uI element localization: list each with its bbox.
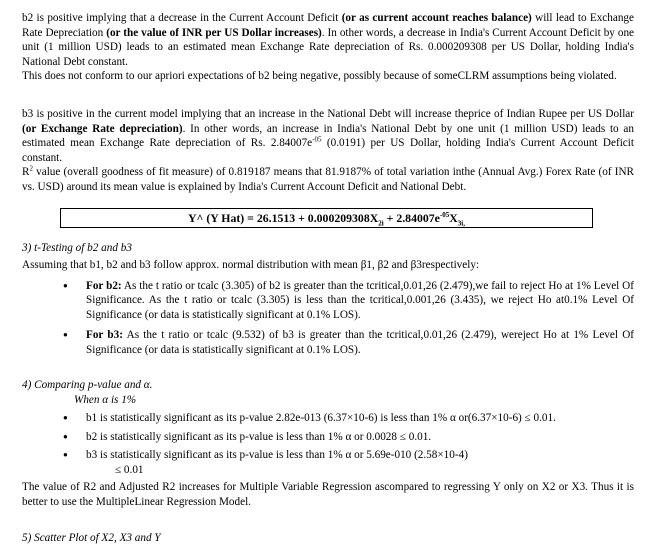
list-item	[22, 328, 634, 357]
b3-text-b: . In other words, an increase in India's National Debt by one unit (1 million USD) leads to an estimated mean Exchange Rate depreciation of Rs. 2.84007e	[22, 122, 634, 150]
equation-x3: X	[449, 211, 458, 225]
b2-bold-1: (or as current account reaches balance)	[341, 12, 532, 24]
b2-text-a: b2 is positive implying that a decrease in the Current Account Deficit	[22, 12, 342, 24]
section3-intro: Assuming that b1, b2 and b3 follow approx. normal distribution with mean β1, β2 and β3respectively:	[22, 259, 480, 271]
r2-sup: 2	[29, 164, 33, 173]
b3-pvalue-tail: ≤ 0.01	[115, 463, 144, 476]
list-item: ● b2 is statistically significant as its p-value is less than 1% α or 0.0028 ≤ 0.01.	[22, 430, 634, 445]
b2-label: For b2:	[86, 279, 122, 292]
b3-label: For b3:	[86, 329, 123, 342]
alpha-condition: When α is 1%	[74, 394, 137, 406]
equation-exponent: -05	[439, 211, 450, 220]
list-item	[22, 279, 634, 323]
equation-sub-2i: 2i	[378, 219, 384, 228]
equation-lhs: Y^ (Y Hat) = 26.1513 + 0.000209308X	[188, 211, 379, 225]
b3-text-c: (0.0191) per US Dollar, holding India's Current Account Deficit constant.	[22, 137, 634, 164]
b2-ttest-text: As the t ratio or tcalc (3.305) of b2 is greater than the tcritical,0.01,26 (2.479),we fail to reject Ho at 1% Level Of Significance. As the t ratio or tcalc (3.305) is less than the tcritical,0.001,26 (3.435), we reject Ho at0.1% Level Of Significance (or data is statistically significant at 0.1% LOS).	[86, 279, 634, 321]
section3-heading: 3) t-Testing of b2 and b3	[22, 242, 132, 254]
section4-heading: 4) Comparing p-value and α.	[22, 379, 153, 391]
b3-exponent: -05	[312, 135, 322, 144]
section3-list	[22, 279, 634, 358]
b3-bold: (or Exchange Rate depreciation)	[22, 122, 183, 135]
r2-symbol: R	[22, 166, 30, 179]
list-item: ● b3 is statistically significant as its p-value is less than 1% α or 5.69e-010 (2.58×10-4)	[22, 448, 634, 463]
section4-list	[22, 411, 634, 463]
b2-apriori: This does not conform to our apriori expectations of b2 being negative, possibly because of someCLRM assumptions being violated.	[22, 70, 617, 83]
equation-mid: + 2.84007e	[383, 211, 440, 225]
b3-paragraph	[22, 107, 634, 165]
section3-body	[22, 258, 634, 358]
regression-equation	[60, 208, 593, 228]
closing-paragraph: The value of R2 and Adjusted R2 increases for Multiple Variable Regression ascompared to regressing Y only on X2 or X3. Thus it is better to use the MultipleLinear Regression Model.	[22, 481, 634, 508]
b3-ttest-text: As the t ratio or tcalc (9.532) of b3 is greater than the tcritical,0.01,26 (2.479), wereject Ho at 1% Level Of Significance (or data is statistically significant at 0.1% LOS).	[86, 329, 634, 356]
section4-body	[22, 411, 634, 510]
b3-text-a: b3 is positive in the current model implying that an increase in the National Debt will increase theprice of Indian Rupee per US Dollar	[22, 108, 634, 120]
equation-sub-3i: 3i,	[457, 219, 465, 228]
b2-interpretation	[22, 11, 634, 84]
b3-interpretation	[22, 107, 634, 195]
r2-paragraph	[22, 165, 634, 194]
section5-heading: 5) Scatter Plot of X2, X3 and Y	[22, 532, 161, 544]
r2-text: value (overall goodness of fit measure) of 0.819187 means that 81.9187% of total variation inthe (Annual Avg.) Forex Rate (of INR vs. USD) around its mean value is explained by India's Current Account Deficit and National Debt.	[22, 166, 634, 193]
b2-bold-2: (or the value of INR per US Dollar increases)	[106, 26, 322, 39]
list-item: ● b1 is statistically significant as its p-value 2.82e-013 (6.37×10-6) is less than 1% α or(6.37×10-6) ≤ 0.01.	[22, 411, 634, 426]
b2-paragraph	[22, 11, 634, 69]
b2-text-c: . In other words, a decrease in India's Current Account Deficit by one unit (1 million USD) leads to an estimated mean Exchange Rate depreciation of Rs. 0.000209308 per US Dollar, holding India's National Debt constant.	[22, 26, 634, 68]
b2-text-b: will lead to Exchange Rate Depreciation	[22, 12, 634, 39]
